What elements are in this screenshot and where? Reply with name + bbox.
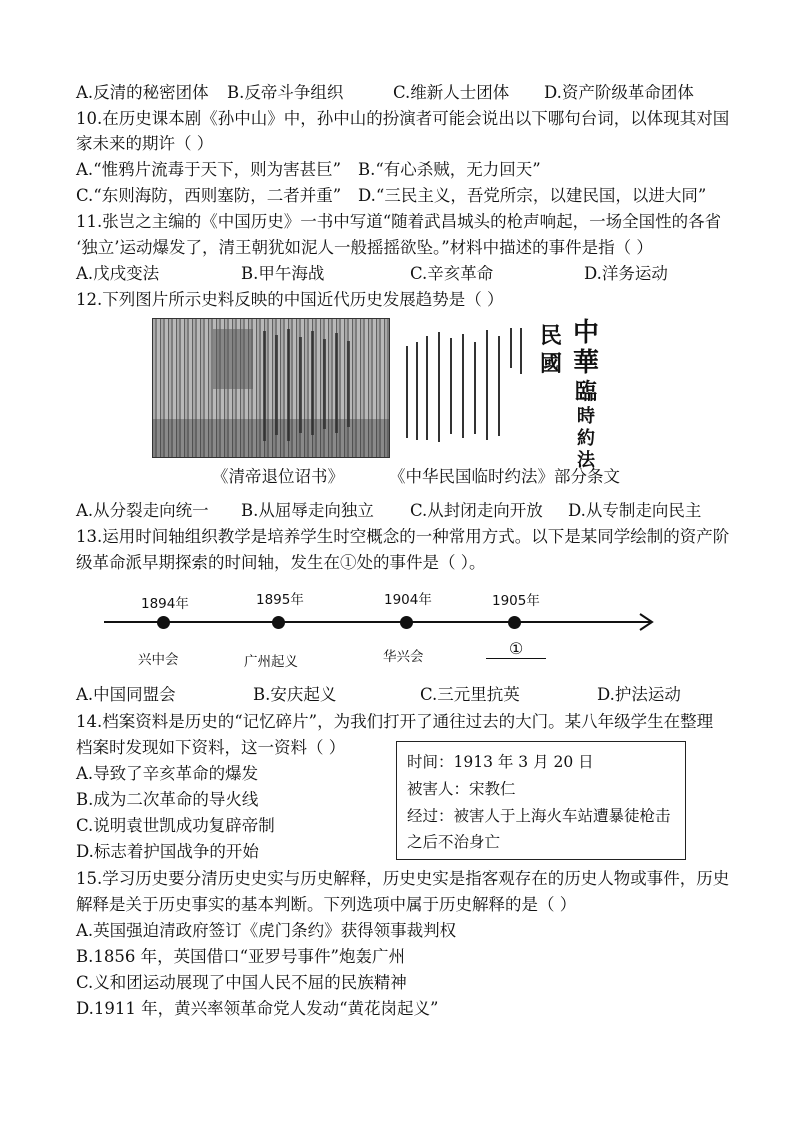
timeline-year-1905: 1905年 — [492, 593, 540, 609]
q9-option-a[interactable]: A.反清的秘密团体 — [76, 83, 209, 102]
timeline-dot-1894 — [157, 616, 170, 629]
q12-option-d[interactable]: D.从专制走向民主 — [568, 501, 702, 520]
constitution-title-char-5: 臨 — [574, 379, 597, 405]
edict-texture — [153, 319, 389, 457]
q11-stem-line1: 11.张岂之主编的《中国历史》一书中写道“随着武昌城头的枪声响起，一场全国性的各省 — [76, 212, 722, 231]
constitution-text-columns — [398, 322, 528, 452]
timeline-year-1895: 1895年 — [256, 592, 304, 608]
qing-abdication-edict-image — [152, 318, 390, 458]
q14-option-d[interactable]: D.标志着护国战争的开始 — [76, 842, 259, 861]
constitution-title-right-column — [566, 318, 606, 472]
q12-option-c[interactable]: C.从封闭走向开放 — [410, 501, 543, 520]
timeline-axis — [0, 604, 794, 644]
q13-stem-line1: 13.运用时间轴组织教学是培养学生时空概念的一种常用方式。以下是某同学绘制的资产阶 — [76, 527, 730, 546]
archive-process-line2: 之后不治身亡 — [407, 833, 501, 851]
provisional-constitution-image — [398, 318, 603, 471]
q13-option-d[interactable]: D.护法运动 — [597, 685, 681, 704]
q13-option-c[interactable]: C.三元里抗英 — [420, 685, 520, 704]
q10-option-c[interactable]: C.“东则海防，西则塞防，二者并重” — [76, 186, 342, 205]
q12-caption-right: 《中华民国临时约法》部分条文 — [389, 467, 620, 486]
timeline-event-1894: 兴中会 — [138, 652, 179, 668]
q15-option-d[interactable]: D.1911 年，黄兴率领革命党人发动“黄花岗起义” — [76, 999, 439, 1018]
q13-option-b[interactable]: B.安庆起义 — [253, 685, 337, 704]
constitution-title-char-8: 法 — [577, 450, 595, 471]
constitution-title-char-2: 華 — [572, 348, 599, 378]
q11-option-b[interactable]: B.甲午海战 — [241, 264, 325, 283]
q12-stem: 12.下列图片所示史料反映的中国近代历史发展趋势是（ ） — [76, 290, 504, 309]
timeline-blank-1[interactable]: ① — [486, 640, 546, 659]
q13-stem-line2: 级革命派早期探索的时间轴，发生在①处的事件是（ ）。 — [76, 553, 486, 572]
q15-option-b[interactable]: B.1856 年，英国借口“亚罗号事件”炮轰广州 — [76, 947, 405, 966]
q11-option-d[interactable]: D.洋务运动 — [584, 264, 668, 283]
q11-stem-line2: ‘独立’运动爆发了，清王朝犹如泥人一般摇摇欲坠。”材料中描述的事件是指（ ） — [76, 238, 653, 257]
q15-option-a[interactable]: A.英国强迫清政府签订《虎门条约》获得领事裁判权 — [76, 921, 457, 940]
timeline-year-1894: 1894年 — [141, 596, 189, 612]
q14-option-c[interactable]: C.说明袁世凯成功复辟帝制 — [76, 816, 275, 835]
q14-archive-box — [396, 741, 686, 860]
timeline-event-1904: 华兴会 — [383, 649, 424, 665]
q10-option-d[interactable]: D.“三民主义，吾党所宗，以建民国，以进大同” — [358, 186, 707, 205]
timeline-dot-1895 — [272, 616, 285, 629]
timeline-event-1895: 广州起义 — [244, 654, 298, 670]
constitution-title-char-7: 約 — [577, 428, 595, 449]
q13-option-a[interactable]: A.中国同盟会 — [76, 685, 176, 704]
timeline-year-1904: 1904年 — [384, 592, 432, 608]
archive-process-line1: 经过：被害人于上海火车站遭暴徒枪击 — [407, 807, 671, 825]
q15-stem-line2: 解释是关于历史事实的基本判断。下列选项中属于历史解释的是（ ） — [76, 895, 577, 914]
q14-option-b[interactable]: B.成为二次革命的导火线 — [76, 790, 259, 809]
q12-option-a[interactable]: A.从分裂走向统一 — [76, 501, 209, 520]
q11-option-a[interactable]: A.戊戌变法 — [76, 264, 160, 283]
q9-option-d[interactable]: D.资产阶级革命团体 — [544, 83, 694, 102]
q14-stem-line1: 14.档案资料是历史的“记忆碎片”，为我们打开了通往过去的大门。某八年级学生在整理 — [76, 712, 714, 731]
q12-caption-left: 《清帝退位诏书》 — [212, 467, 344, 486]
q14-stem-line2: 档案时发现如下资料，这一资料（ ） — [76, 738, 346, 757]
constitution-title-char-6: 時 — [577, 406, 595, 427]
q10-option-b[interactable]: B.“有心杀贼，无力回天” — [358, 160, 541, 179]
constitution-title-char-1: 中 — [572, 318, 599, 348]
q9-option-c[interactable]: C.维新人士团体 — [393, 83, 510, 102]
timeline-dot-1905 — [508, 616, 521, 629]
q14-option-a[interactable]: A.导致了辛亥革命的爆发 — [76, 764, 259, 783]
constitution-title-left-column — [534, 322, 568, 378]
archive-victim: 被害人：宋教仁 — [407, 780, 516, 798]
q12-option-b[interactable]: B.从屈辱走向独立 — [241, 501, 374, 520]
constitution-title-char-4: 國 — [539, 351, 562, 377]
q9-option-b[interactable]: B.反帝斗争组织 — [227, 83, 344, 102]
constitution-title-char-3: 民 — [539, 323, 562, 349]
q10-stem-line1: 10.在历史课本剧《孙中山》中，孙中山的扮演者可能会说出以下哪句台词，以体现其对国 — [76, 109, 730, 128]
q10-stem-line2: 家未来的期许（ ） — [76, 134, 214, 153]
q10-option-a[interactable]: A.“惟鸦片流毒于天下，则为害甚巨” — [76, 160, 342, 179]
q15-option-c[interactable]: C.义和团运动展现了中国人民不屈的民族精神 — [76, 973, 407, 992]
timeline-dot-1904 — [400, 616, 413, 629]
q11-option-c[interactable]: C.辛亥革命 — [410, 264, 494, 283]
archive-time: 时间：1913 年 3 月 20 日 — [407, 753, 594, 771]
q15-stem-line1: 15.学习历史要分清历史史实与历史解释，历史史实是指客观存在的历史人物或事件，历史 — [76, 869, 730, 888]
